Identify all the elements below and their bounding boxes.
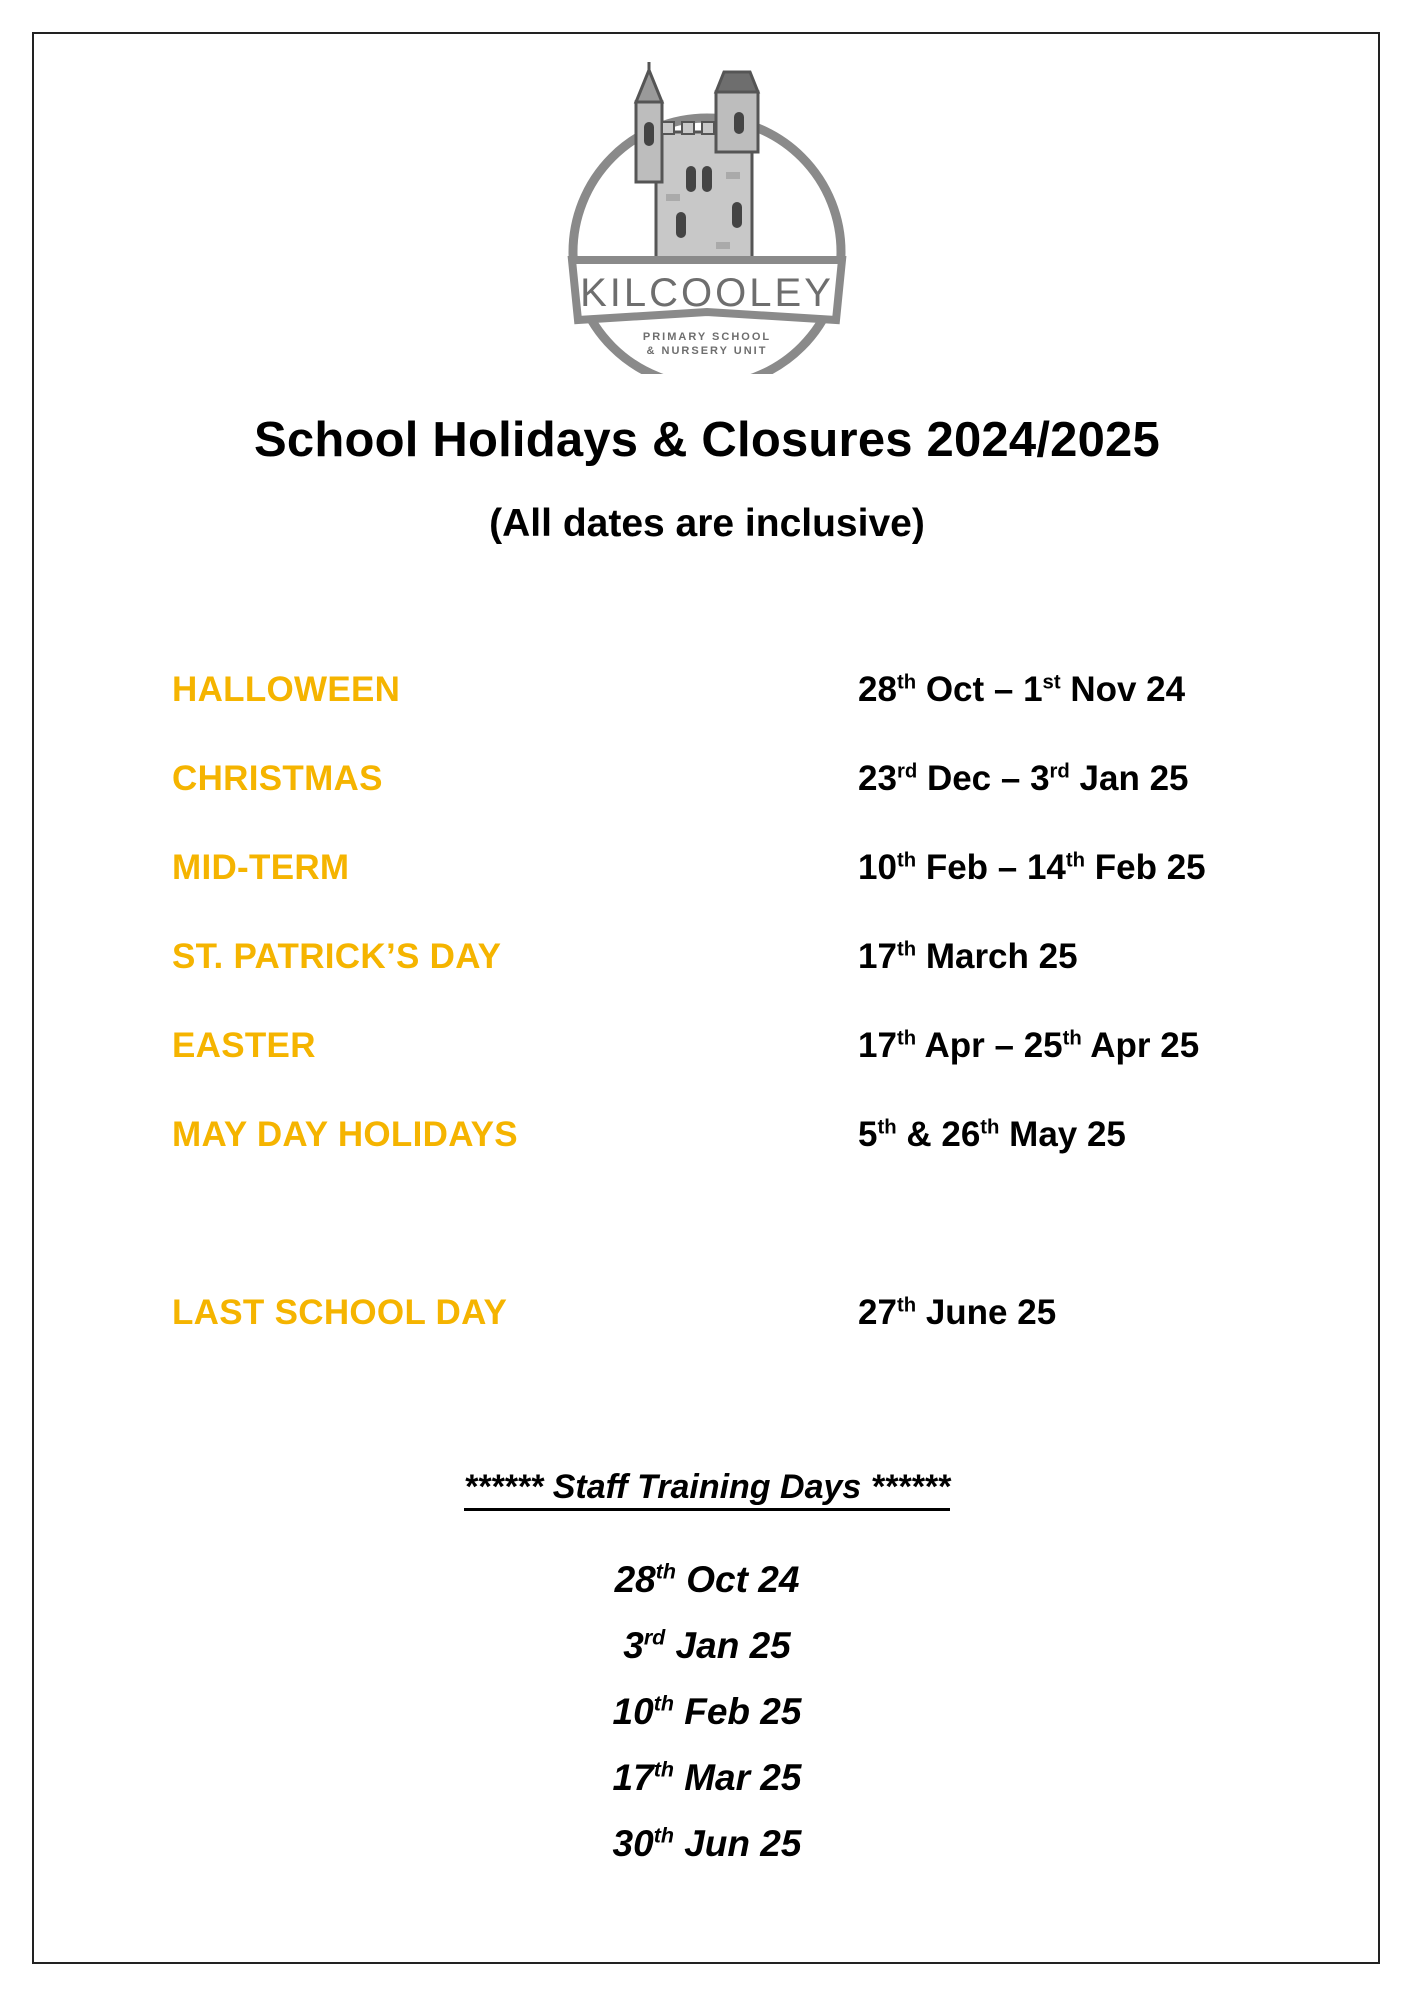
staff-training-heading [0, 1468, 1414, 1507]
logo-name: KILCOOLEY [580, 271, 834, 315]
list-item: 17th Mar 25 [612, 1757, 802, 1798]
holiday-name: CHRISTMAS [172, 759, 383, 798]
holiday-row-easter [172, 1026, 1272, 1076]
holiday-dates: 27th June 25 [858, 1293, 1057, 1332]
holiday-dates: 17th March 25 [858, 937, 1078, 976]
holiday-name: EASTER [172, 1026, 316, 1065]
holiday-name: ST. PATRICK’S DAY [172, 937, 502, 976]
holiday-name: MAY DAY HOLIDAYS [172, 1115, 518, 1154]
holiday-row-st-patricks [172, 937, 1272, 987]
page-subtitle: (All dates are inclusive) [489, 502, 925, 545]
school-logo [566, 62, 848, 374]
holiday-row-christmas [172, 759, 1272, 809]
holiday-name: MID-TERM [172, 848, 350, 887]
holiday-dates: 23rd Dec – 3rd Jan 25 [858, 759, 1189, 798]
holiday-dates: 5th & 26th May 25 [858, 1115, 1126, 1154]
list-item: 3rd Jan 25 [623, 1625, 791, 1666]
list-item: 10th Feb 25 [612, 1691, 802, 1732]
holiday-row-halloween [172, 670, 1272, 720]
holiday-dates: 17th Apr – 25th Apr 25 [858, 1026, 1200, 1065]
logo-line-2: & NURSERY UNIT [646, 345, 768, 357]
holiday-row-mid-term [172, 848, 1272, 898]
holiday-name: HALLOWEEN [172, 670, 401, 709]
staff-training-heading-text: ****** Staff Training Days ****** [464, 1468, 950, 1511]
page-title: School Holidays & Closures 2024/2025 [254, 413, 1160, 467]
holiday-dates: 10th Feb – 14th Feb 25 [858, 848, 1206, 887]
holiday-dates: 28th Oct – 1st Nov 24 [858, 670, 1186, 709]
list-item: 30th Jun 25 [612, 1823, 802, 1864]
holiday-row-may-day [172, 1115, 1272, 1165]
holiday-name: LAST SCHOOL DAY [172, 1293, 508, 1332]
list-item: 28th Oct 24 [614, 1559, 800, 1600]
holiday-row-last-school-day [172, 1293, 1272, 1343]
logo-line-1: PRIMARY SCHOOL [642, 331, 772, 343]
staff-training-list [0, 1555, 1414, 1885]
